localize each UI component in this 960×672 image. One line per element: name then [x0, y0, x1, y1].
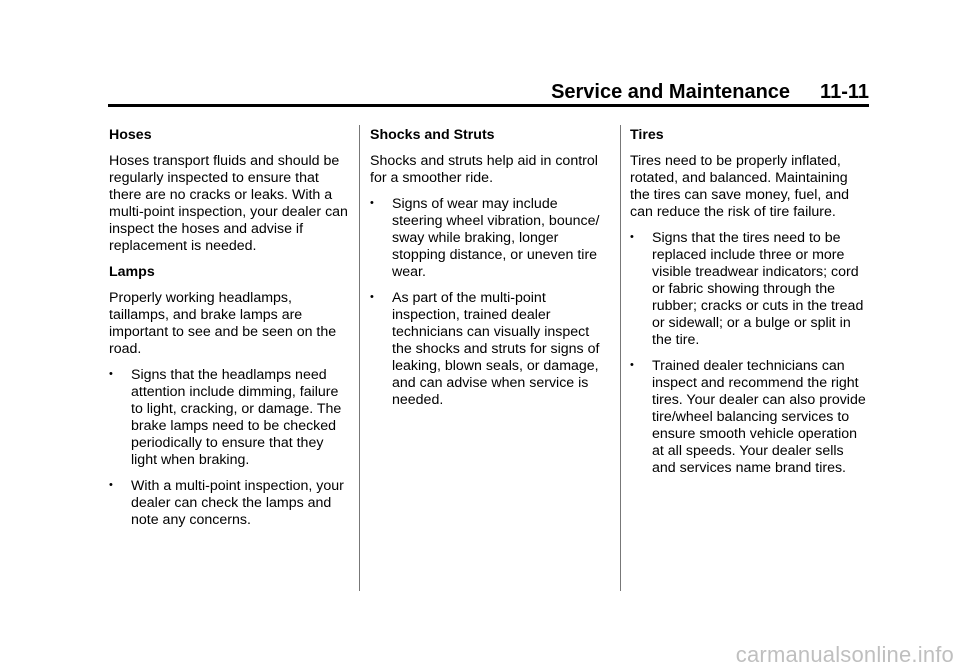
section-tires: [630, 127, 870, 477]
list-item: [370, 196, 610, 281]
list-item-text: As part of the multi-point inspection, trained dealer technicians can visually inspect the shocks and struts for signs of leaking, blown seals, or damage, and can advise when service is needed.: [392, 290, 600, 408]
section-title: Service and Maintenance: [551, 81, 791, 103]
section-lamps: [109, 264, 349, 529]
list-item: [109, 478, 349, 529]
paragraph: Properly working headlamps, taillamps, and brake lamps are important to see and be seen on the road.: [109, 290, 337, 357]
column-divider: [620, 125, 621, 591]
paragraph: Tires need to be properly inflated, rotated, and balanced. Maintaining the tires can save money, fuel, and can reduce the risk of tire failure.: [630, 153, 849, 220]
page-header: [0, 80, 869, 104]
column-1: [109, 127, 349, 538]
bullet-list: [630, 230, 870, 477]
section-hoses: [109, 127, 349, 255]
list-item-text: Signs of wear may include steering wheel vibration, bounce/ sway while braking, longer stopping distance, or uneven tire wear.: [392, 196, 600, 280]
bullet-list: [370, 196, 610, 409]
list-item-text: Trained dealer technicians can inspect and recommend the right tires. Your dealer can also provide tire/wheel balancing services to ensure smooth vehicle operation at all speeds. Your dealer sells and services name brand tires.: [652, 358, 866, 476]
header-rule: [108, 104, 869, 107]
list-item: [370, 290, 610, 409]
column-divider: [359, 125, 360, 591]
section-heading: Hoses: [109, 127, 152, 143]
column-3: [630, 127, 870, 486]
bullet-icon: •: [109, 479, 113, 491]
bullet-icon: •: [370, 197, 374, 209]
bullet-icon: •: [630, 231, 634, 243]
list-item-text: With a multi-point inspection, your dealer can check the lamps and note any concerns.: [131, 478, 344, 528]
list-item-text: Signs that the tires need to be replaced include three or more visible treadwear indicators; cord or fabric showing through the rubber; cracks or cuts in the tread or sidewall; or a bulge or split in the tire.: [652, 230, 864, 348]
list-item: [630, 358, 870, 477]
bullet-icon: •: [370, 291, 374, 303]
section-heading: Lamps: [109, 264, 155, 280]
paragraph: Shocks and struts help aid in control for a smoother ride.: [370, 153, 598, 186]
section-heading: Shocks and Struts: [370, 127, 495, 143]
bullet-icon: •: [109, 368, 113, 380]
list-item: [109, 367, 349, 469]
section-heading: Tires: [630, 127, 664, 143]
column-2: [370, 127, 610, 418]
bullet-icon: •: [630, 359, 634, 371]
page-number: 11-11: [820, 81, 869, 103]
bullet-list: [109, 367, 349, 529]
list-item-text: Signs that the headlamps need attention include dimming, failure to light, cracking, or damage. The brake lamps need to be checked periodically to ensure that they light when braking.: [131, 367, 342, 468]
list-item: [630, 230, 870, 349]
section-shocks-and-struts: [370, 127, 610, 409]
paragraph: Hoses transport fluids and should be regularly inspected to ensure that there are no cracks or leaks. With a multi-point inspection, your dealer can inspect the hoses and advise if replacement is needed.: [109, 153, 348, 254]
watermark: carmanualsonline.info: [735, 642, 954, 667]
